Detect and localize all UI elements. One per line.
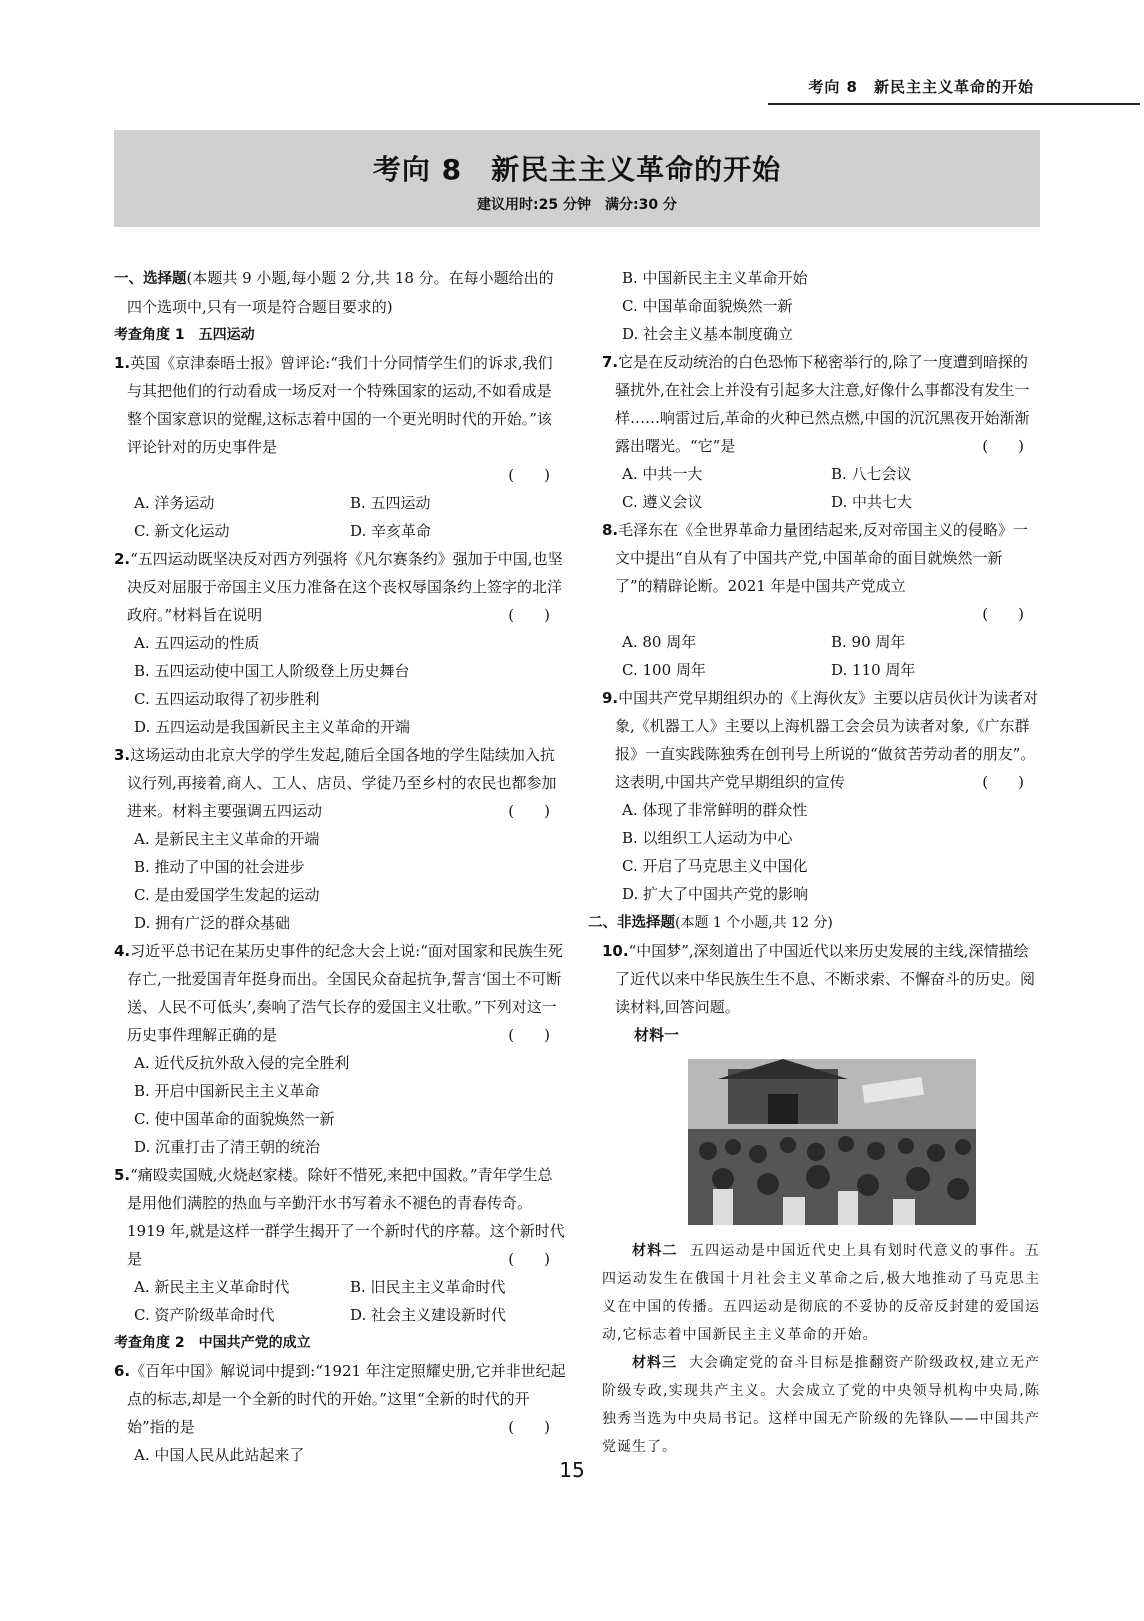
option-c: C. 资产阶级革命时代 <box>134 1306 275 1324</box>
option-d: D. 中共七大 <box>831 493 913 511</box>
option-b: B. 开启中国新民主主义革命 <box>134 1082 320 1100</box>
answer-paren: ( ) <box>982 605 1024 623</box>
option-b: B. 以组织工人运动为中心 <box>622 829 793 847</box>
option-d: D. 110 周年 <box>831 661 916 679</box>
page-subtitle: 建议用时:25 分钟 满分:30 分 <box>477 197 677 213</box>
option-b: B. 中国新民主主义革命开始 <box>622 269 808 287</box>
question-stem: “五四运动既坚决反对西方列强将《凡尔赛条约》强加于中国,也坚决反对屈服于帝国主义压力准备在这个丧权辱国条约上签字的北洋政府。”材料旨在说明 <box>127 550 563 624</box>
question-5 <box>114 1161 566 1273</box>
section-heading <box>114 264 566 321</box>
question-number: 6. <box>114 1362 131 1380</box>
section-heading <box>588 908 1040 937</box>
question-1 <box>114 349 566 461</box>
option-row <box>602 628 1040 656</box>
question-4 <box>114 937 566 1049</box>
material-1-title: 材料一 <box>634 1026 680 1044</box>
question-number: 1. <box>114 354 131 372</box>
question-number: 7. <box>602 353 619 371</box>
answer-paren: ( ) <box>508 466 550 484</box>
option-b: B. 五四运动 <box>350 494 431 512</box>
option-a: A. 是新民主主义革命的开端 <box>134 830 320 848</box>
question-stem: 英国《京津泰晤士报》曾评论:“我们十分同情学生们的诉求,我们与其把他们的行动看成一场反对一个特殊国家的运动,不如看成是整个国家意识的觉醒,这标志着中国的一个更光明时代的开始。”该评论针对的历史事件是 <box>127 354 553 456</box>
question-stem: 习近平总书记在某历史事件的纪念大会上说:“面对国家和民族生死存亡,一批爱国青年挺身而出。全国民众奋起抗争,誓言‘国土不可断送、人民不可低头’,奏响了浩气长存的爱国主义壮歌。”下列对这一历史事件理解正确的是 <box>127 942 563 1044</box>
option-a: A. 体现了非常鲜明的群众性 <box>622 801 808 819</box>
option-b: B. 八七会议 <box>831 465 912 483</box>
option-d: D. 扩大了中国共产党的影响 <box>622 885 809 903</box>
answer-paren: ( ) <box>508 1418 550 1436</box>
option-a: A. 新民主主义革命时代 <box>134 1278 290 1296</box>
option-b: B. 旧民主主义革命时代 <box>350 1278 506 1296</box>
option-d: D. 拥有广泛的群众基础 <box>134 914 291 932</box>
historical-photo <box>688 1059 976 1225</box>
section1-note: (本题共 9 小题,每小题 2 分,共 18 分。在每小题给出的四个选项中,只有一项是符合题目要求的) <box>127 269 554 316</box>
material-2-title: 材料二 <box>632 1243 678 1259</box>
question-number: 4. <box>114 942 131 960</box>
answer-paren: ( ) <box>508 1250 550 1268</box>
option-a: A. 洋务运动 <box>134 494 215 512</box>
section2-label: 二、非选择题 <box>588 915 675 931</box>
option-a: A. 80 周年 <box>622 633 697 651</box>
question-stem: 毛泽东在《全世界革命力量团结起来,反对帝国主义的侵略》一文中提出“自从有了中国共产党,中国革命的面目就焕然一新了”的精辟论断。2021 年是中国共产党成立 <box>615 521 1028 595</box>
question-stem: 它是在反动统治的白色恐怖下秘密举行的,除了一度遭到暗探的骚扰外,在社会上并没有引起多大注意,好像什么事都没有发生一样……响雷过后,革命的火种已然点燃,中国的沉沉黑夜开始渐渐露出曙光。“它”是 <box>615 353 1030 455</box>
question-7 <box>602 348 1040 460</box>
option-c: C. 新文化运动 <box>134 522 230 540</box>
option-d: D. 五四运动是我国新民主主义革命的开端 <box>134 718 411 736</box>
section1-label: 一、选择题 <box>114 271 187 287</box>
material-2 <box>602 1237 1040 1349</box>
option-row <box>114 517 566 545</box>
angle-heading: 考查角度 1 五四运动 <box>114 327 255 343</box>
option-row <box>602 656 1040 684</box>
option-row <box>602 460 1040 488</box>
right-column <box>588 264 1041 1461</box>
answer-paren: ( ) <box>508 802 550 820</box>
option-b: B. 五四运动使中国工人阶级登上历史舞台 <box>134 662 410 680</box>
option-c: C. 遵义会议 <box>622 493 703 511</box>
title-banner <box>114 130 1040 227</box>
material-3-title: 材料三 <box>632 1355 678 1371</box>
option-row <box>602 488 1040 516</box>
option-c: C. 五四运动取得了初步胜利 <box>134 690 320 708</box>
question-number: 2. <box>114 550 131 568</box>
question-2 <box>114 545 566 629</box>
option-c: C. 100 周年 <box>622 661 706 679</box>
question-10 <box>602 937 1040 1021</box>
question-stem: “痛殴卖国贼,火烧赵家楼。除奸不惜死,来把中国救。”青年学生总是用他们满腔的热血与辛勤汗水书写着永不褪色的青春传奇。1919 年,就是这样一群学生揭开了一个新时代的序幕。这个新时代是 <box>127 1166 565 1268</box>
option-d: D. 辛亥革命 <box>350 522 432 540</box>
question-6 <box>114 1357 566 1441</box>
section2-note: (本题 1 个小题,共 12 分) <box>675 915 833 931</box>
question-number: 8. <box>602 521 619 539</box>
option-row <box>114 1273 566 1301</box>
question-8 <box>602 516 1040 600</box>
question-stem: 《百年中国》解说词中提到:“1921 年注定照耀史册,它并非世纪起点的标志,却是一个全新的时代的开始。”这里“全新的时代的开始”指的是 <box>127 1362 566 1436</box>
answer-paren: ( ) <box>508 606 550 624</box>
question-number: 5. <box>114 1166 131 1184</box>
material-2-text: 五四运动是中国近代史上具有划时代意义的事件。五四运动发生在俄国十月社会主义革命之后,极大地推动了马克思主义在中国的传播。五四运动是彻底的不妥协的反帝反封建的爱国运动,它标志着中国新民主主义革命的开始。 <box>602 1243 1041 1343</box>
option-c: C. 中国革命面貌焕然一新 <box>622 297 793 315</box>
question-number: 9. <box>602 689 619 707</box>
running-header: 考向 8 新民主主义革命的开始 <box>808 78 1034 96</box>
left-column <box>114 264 566 1469</box>
option-row <box>114 489 566 517</box>
option-b: B. 推动了中国的社会进步 <box>134 858 305 876</box>
material-3-text: 大会确定党的奋斗目标是推翻资产阶级政权,建立无产阶级专政,实现共产主义。大会成立了党的中央领导机构中央局,陈独秀当选为中央局书记。这样中国无产阶级的先锋队——中国共产党诞生了。 <box>602 1355 1040 1455</box>
page-number: 15 <box>559 1458 585 1482</box>
question-number: 10. <box>602 942 629 960</box>
question-3 <box>114 741 566 825</box>
question-stem: “中国梦”,深刻道出了中国近代以来历史发展的主线,深情描绘了近代以来中华民族生生不息、不断求索、不懈奋斗的历史。阅读材料,回答问题。 <box>615 942 1036 1016</box>
material-3 <box>602 1349 1040 1461</box>
option-d: D. 社会主义建设新时代 <box>350 1306 507 1324</box>
question-stem: 这场运动由北京大学的学生发起,随后全国各地的学生陆续加入抗议行列,再接着,商人、工人、店员、学徒乃至乡村的农民也都参加进来。材料主要强调五四运动 <box>127 746 557 820</box>
option-a: A. 五四运动的性质 <box>134 634 260 652</box>
answer-paren: ( ) <box>982 773 1024 791</box>
option-a: A. 中国人民从此站起来了 <box>134 1446 305 1464</box>
page-title: 考向 8 新民主主义革命的开始 <box>372 153 782 186</box>
option-a: A. 近代反抗外敌入侵的完全胜利 <box>134 1054 350 1072</box>
answer-paren: ( ) <box>508 1026 550 1044</box>
option-c: C. 开启了马克思主义中国化 <box>622 857 808 875</box>
question-stem: 中国共产党早期组织办的《上海伙友》主要以店员伙计为读者对象,《机器工人》主要以上海机器工会会员为读者对象,《广东群报》一直实践陈独秀在创刊号上所说的“做贫苦劳动者的朋友”。这表明,中国共产党早期组织的宣传 <box>615 689 1039 791</box>
question-number: 3. <box>114 746 131 764</box>
angle-heading: 考查角度 2 中国共产党的成立 <box>114 1335 311 1351</box>
protest-photo-illustration <box>688 1059 976 1225</box>
question-9 <box>602 684 1040 796</box>
option-a: A. 中共一大 <box>622 465 703 483</box>
option-c: C. 是由爱国学生发起的运动 <box>134 886 320 904</box>
header-rule <box>768 103 1140 105</box>
option-c: C. 使中国革命的面貌焕然一新 <box>134 1110 335 1128</box>
option-b: B. 90 周年 <box>831 633 906 651</box>
option-row <box>114 1301 566 1329</box>
option-d: D. 社会主义基本制度确立 <box>622 325 794 343</box>
option-d: D. 沉重打击了清王朝的统治 <box>134 1138 321 1156</box>
answer-paren: ( ) <box>982 437 1024 455</box>
